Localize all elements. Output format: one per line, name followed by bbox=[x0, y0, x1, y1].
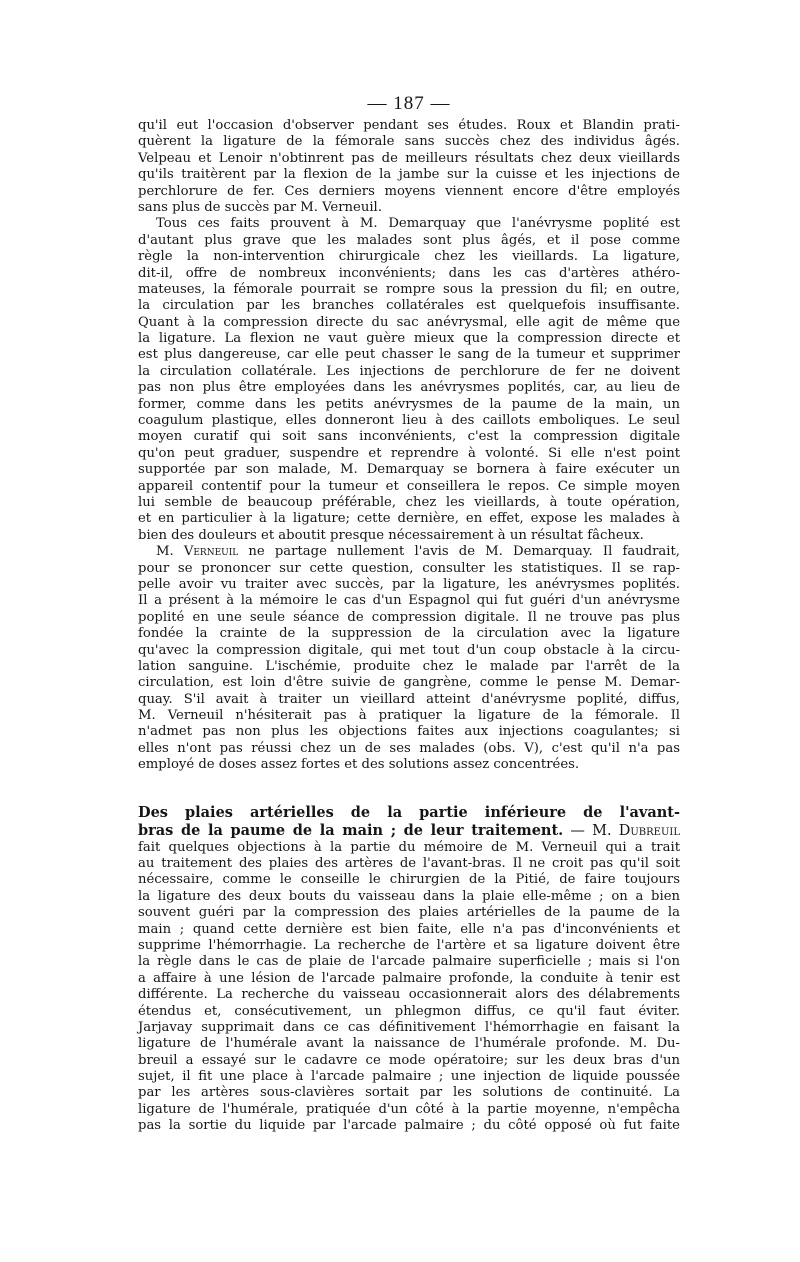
text-line: pas la sortie du liquide par l'arcade palmaire ; du côté opposé où fut faite bbox=[138, 1118, 680, 1134]
text-line: règle la non-intervention chirurgicale chez les vieillards. La ligature, bbox=[138, 249, 680, 265]
text-line: par les artères sous-clavières sortait par les solutions de continuité. La bbox=[138, 1085, 680, 1101]
text-line: sujet, il fit une place à l'arcade palmaire ; une injection de liquide poussée bbox=[138, 1069, 680, 1085]
text-line: lui semble de beaucoup préférable, chez les vieillards, à toute opération, bbox=[138, 494, 680, 510]
text-line: supportée par son malade, M. Demarquay se bornera à faire exécuter un bbox=[138, 462, 680, 478]
text-line: étendus et, consécutivement, un phlegmon diffus, ce qu'il faut éviter. bbox=[138, 1003, 680, 1019]
text-line bbox=[138, 544, 680, 560]
text-line: Il a présent à la mémoire le cas d'un Espagnol qui fut guéri d'un anévrysme bbox=[138, 593, 680, 609]
text-line: la règle dans le cas de plaie de l'arcade palmaire superficielle ; mais si l'on bbox=[138, 954, 680, 970]
text-line: M. Verneuil n'hésiterait pas à pratiquer la ligature de la fémorale. Il bbox=[138, 708, 680, 724]
text-line: n'admet pas non plus les objections faites aux injections coagulantes; si bbox=[138, 724, 680, 740]
text-line: différente. La recherche du vaisseau occasionnerait alors des délabrements bbox=[138, 987, 680, 1003]
text-line: former, comme dans les petits anévrysmes de la paume de la main, un bbox=[138, 396, 680, 412]
page-number: — 187 — bbox=[367, 93, 451, 114]
body-text bbox=[138, 118, 680, 1135]
text-line: Tous ces faits prouvent à M. Demarquay que l'anévrysme poplité est bbox=[156, 216, 680, 232]
text-span: ne partage nullement l'avis de M. Demarquay. Il faudrait, bbox=[238, 544, 680, 560]
text-line: quay. S'il avait à traiter un vieillard atteint d'anévrysme poplité, diffus, bbox=[138, 691, 680, 707]
text-line: nécessaire, comme le conseille le chirurgien de la Pitié, de faire toujours bbox=[138, 872, 680, 888]
author-name: Dubreuil bbox=[618, 822, 680, 839]
text-line: est plus dangereuse, car elle peut chasser le sang de la tumeur et supprimer bbox=[138, 347, 680, 363]
text-line: au traitement des plaies des artères de l'avant-bras. Il ne croit pas qu'il soit bbox=[138, 856, 680, 872]
text-line: souvent guéri par la compression des plaies artérielles de la paume de la bbox=[138, 905, 680, 921]
text-line: a affaire à une lésion de l'arcade palmaire profonde, la conduite à tenir est bbox=[138, 970, 680, 986]
text-line: qu'ils traitèrent par la flexion de la jambe sur la cuisse et les injections de bbox=[138, 167, 680, 183]
text-line: coagulum plastique, elles donneront lieu à des caillots emboliques. Le seul bbox=[138, 413, 680, 429]
text-line: bien des douleurs et aboutit presque nécessairement à un résultat fâcheux. bbox=[138, 527, 644, 543]
text-line: la circulation par les branches collatérales est quelquefois insuffisante. bbox=[138, 298, 680, 314]
section-heading-line bbox=[138, 822, 680, 840]
text-line: dit-il, offre de nombreux inconvénients; dans les cas d'artères athéro- bbox=[138, 265, 680, 281]
text-line: moyen curatif qui soit sans inconvénients, c'est la compression digitale bbox=[138, 429, 680, 445]
text-line: la ligature des deux bouts du vaisseau dans la plaie elle-même ; on a bien bbox=[138, 888, 680, 904]
text-span: — M. bbox=[563, 822, 619, 839]
text-line: d'autant plus grave que les malades sont plus âgés, et il pose comme bbox=[138, 232, 680, 248]
text-line: pour se prononcer sur cette question, consulter les statistiques. Il se rap- bbox=[138, 560, 680, 576]
text-line: Velpeau et Lenoir n'obtinrent pas de meilleurs résultats chez deux vieillards bbox=[138, 150, 680, 166]
text-line: supprime l'hémorrhagie. La recherche de l'artère et sa ligature doivent être bbox=[138, 937, 680, 953]
text-line: ligature de l'humérale avant la naissance de l'humérale profonde. M. Du- bbox=[138, 1036, 680, 1052]
text-line: perchlorure de fer. Ces derniers moyens viennent encore d'être employés bbox=[138, 183, 680, 199]
text-line: fait quelques objections à la partie du mémoire de M. Verneuil qui a trait bbox=[138, 839, 680, 855]
section-plaies-arterielles bbox=[138, 804, 680, 1135]
text-line: main ; quand cette dernière est bien faite, elle n'a pas d'inconvénients et bbox=[138, 921, 680, 937]
text-line: mateuses, la fémorale pourrait se rompre sous la pression du fil; en outre, bbox=[138, 281, 680, 297]
text-line: la ligature. La flexion ne vaut guère mieux que la compression directe et bbox=[138, 331, 680, 347]
text-line: qu'il eut l'occasion d'observer pendant ses études. Roux et Blandin prati- bbox=[138, 118, 680, 133]
paragraph-1 bbox=[138, 118, 680, 216]
text-line: ligature de l'humérale, pratiquée d'un côté à la partie moyenne, n'empêcha bbox=[138, 1101, 680, 1117]
text-line: qu'on peut graduer, suspendre et reprendre à volonté. Si elle n'est point bbox=[138, 445, 680, 461]
text-line: appareil contentif pour la tumeur et conseillera le repos. Ce simple moyen bbox=[138, 478, 680, 494]
text-line: poplité en une seule séance de compression digitale. Il ne trouve pas plus bbox=[138, 609, 680, 625]
section-heading-text: bras de la paume de la main ; de leur traitement. bbox=[138, 821, 564, 839]
text-line: circulation, est loin d'être suivie de gangrène, comme le pense M. Demar- bbox=[138, 675, 680, 691]
text-line: et en particulier à la ligature; cette dernière, en effet, expose les malades à bbox=[138, 511, 680, 527]
text-line: la circulation collatérale. Les injections de perchlorure de fer ne doivent bbox=[138, 363, 680, 379]
section-gap bbox=[138, 774, 680, 804]
text-line: elles n'ont pas réussi chez un de ses malades (obs. V), c'est qu'il n'a pas bbox=[138, 740, 680, 756]
text-line: pelle avoir vu traiter avec succès, par la ligature, les anévrysmes poplités. bbox=[138, 576, 680, 592]
text-line: employé de doses assez fortes et des solutions assez concentrées. bbox=[138, 757, 580, 773]
text-line: sans plus de succès par M. Verneuil. bbox=[138, 199, 382, 215]
text-line: qu'avec la compression digitale, qui met tout d'un coup obstacle à la circu- bbox=[138, 642, 680, 658]
text-line: fondée la crainte de la suppression de la circulation avec la ligature bbox=[138, 626, 680, 642]
text-line: Jarjavay supprimait dans ce cas définitivement l'hémorrhagie en faisant la bbox=[138, 1019, 680, 1035]
text-line: breuil a essayé sur le cadavre ce mode opératoire; sur les deux bras d'un bbox=[138, 1052, 680, 1068]
paragraph-3 bbox=[138, 544, 680, 773]
author-name: M. Verneuil bbox=[156, 544, 239, 560]
text-line: Quant à la compression directe du sac anévrysmal, elle agit de même que bbox=[138, 314, 680, 330]
paragraph-2 bbox=[138, 216, 680, 544]
section-heading-line: Des plaies artérielles de la partie inférieure de l'avant- bbox=[138, 803, 680, 821]
text-line: lation sanguine. L'ischémie, produite chez le malade par l'arrêt de la bbox=[138, 658, 680, 674]
text-line: quèrent la ligature de la fémorale sans succès chez des individus âgés. bbox=[138, 134, 680, 150]
text-line: pas non plus être employées dans les anévrysmes poplités, car, au lieu de bbox=[138, 380, 680, 396]
